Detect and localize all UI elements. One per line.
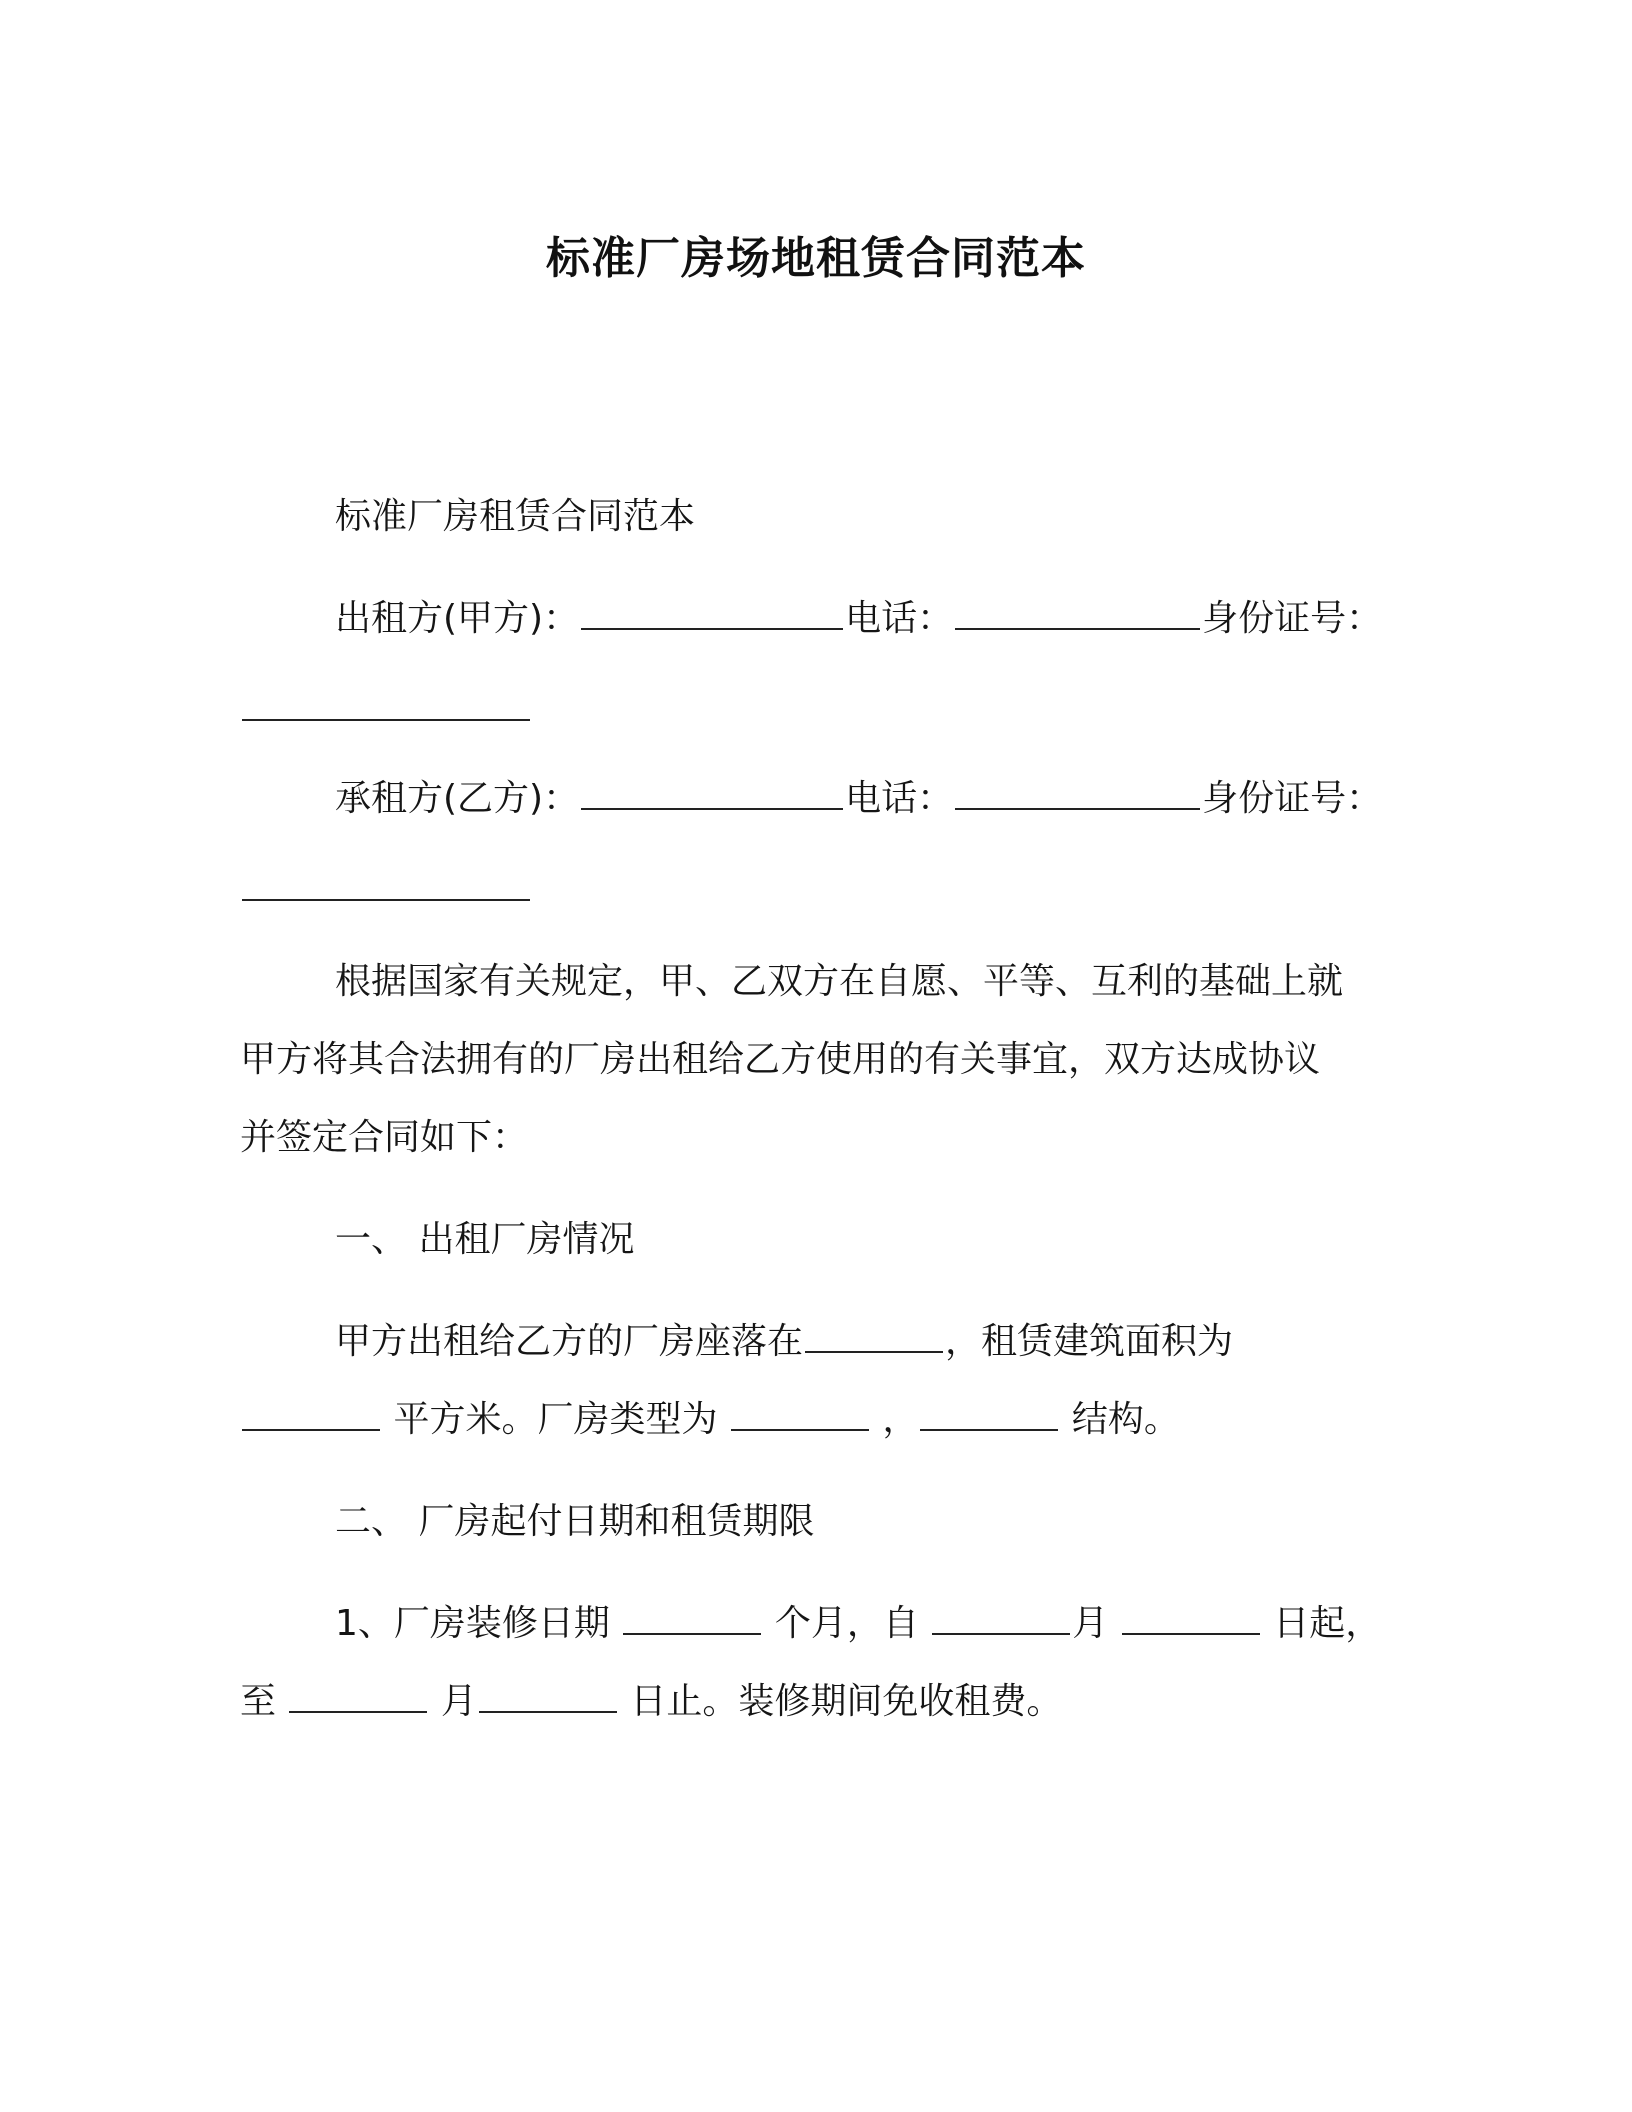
preamble-line-1: 根据国家有关规定，甲、乙双方在自愿、平等、互利的基础上就	[335, 961, 1344, 1002]
months-from-label: 个月，自	[774, 1603, 919, 1644]
section-2-heading: 二、 厂房起付日期和租赁期限	[335, 1501, 815, 1542]
section-2-item-1-line-2	[240, 1680, 1062, 1724]
lessee-label: 承租方(乙方)：	[335, 778, 580, 819]
start-day-blank[interactable]	[1122, 1603, 1260, 1635]
end-month-blank[interactable]	[289, 1681, 427, 1713]
renovation-label: 1、厂房装修日期	[335, 1603, 610, 1644]
renovation-months-blank[interactable]	[623, 1603, 761, 1635]
lessee-id-blank[interactable]	[242, 869, 530, 901]
lessor-phone-blank[interactable]	[955, 598, 1200, 630]
area-blank[interactable]	[242, 1399, 380, 1431]
month-label: 月	[1072, 1603, 1109, 1644]
start-month-blank[interactable]	[932, 1603, 1070, 1635]
section-1-line-1	[335, 1320, 1233, 1364]
area-label: ，租赁建筑面积为	[945, 1321, 1234, 1362]
structure-label: 结构。	[1071, 1399, 1180, 1440]
lessee-id-label: 身份证号：	[1202, 778, 1383, 819]
day-start-label: 日起，	[1273, 1603, 1382, 1644]
preamble-line-2: 甲方将其合法拥有的厂房出租给乙方使用的有关事宜，双方达成协议	[240, 1039, 1321, 1080]
comma: ，	[882, 1399, 919, 1440]
location-label: 甲方出租给乙方的厂房座落在	[335, 1321, 804, 1362]
lessee-name-blank[interactable]	[581, 778, 843, 810]
lessee-id-line	[240, 868, 532, 912]
lessee-line	[335, 777, 1382, 821]
type-label: 平方米。厂房类型为	[393, 1399, 718, 1440]
lessor-name-blank[interactable]	[581, 598, 843, 630]
lessor-id-blank[interactable]	[242, 689, 530, 721]
end-month-label: 月	[440, 1681, 477, 1722]
type-blank[interactable]	[731, 1399, 869, 1431]
preamble-line-3: 并签定合同如下：	[240, 1117, 529, 1158]
subtitle: 标准厂房租赁合同范本	[335, 496, 696, 537]
until-label: 至	[240, 1681, 277, 1722]
lessee-phone-blank[interactable]	[955, 778, 1200, 810]
lessor-label: 出租方(甲方)：	[335, 598, 580, 639]
location-blank[interactable]	[805, 1321, 943, 1353]
document-title: 标准厂房场地租赁合同范本	[546, 233, 1086, 284]
lessor-phone-label: 电话：	[845, 598, 954, 639]
structure-blank[interactable]	[920, 1399, 1058, 1431]
lessor-id-line	[240, 688, 532, 732]
lessor-line	[335, 597, 1382, 641]
section-1-heading: 一、 出租厂房情况	[335, 1219, 635, 1260]
lessor-id-label: 身份证号：	[1202, 598, 1383, 639]
lessee-phone-label: 电话：	[845, 778, 954, 819]
section-1-line-2	[240, 1398, 1180, 1442]
section-2-item-1	[335, 1602, 1381, 1646]
end-day-blank[interactable]	[479, 1681, 617, 1713]
end-day-label: 日止。装修期间免收租费。	[630, 1681, 1063, 1722]
